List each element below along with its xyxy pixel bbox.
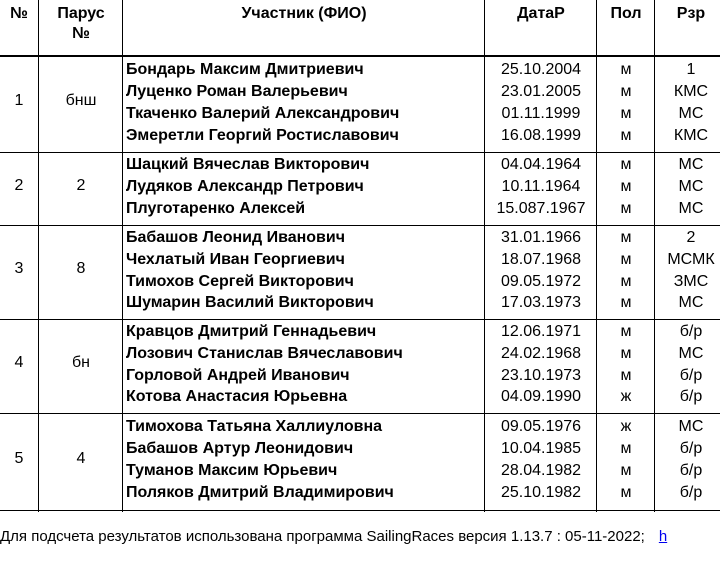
participant-name: Шумарин Василий Викторович xyxy=(126,294,374,311)
rank: МС xyxy=(678,200,704,217)
sex: ж xyxy=(620,388,632,405)
participant-name: Лозович Станислав Вячеславович xyxy=(126,345,403,362)
table-row xyxy=(0,103,720,125)
header-sex: Пол xyxy=(610,5,642,22)
crew-number: 1 xyxy=(14,92,24,109)
table-row xyxy=(0,386,720,408)
rank: МС xyxy=(678,345,704,362)
grid-line xyxy=(0,55,720,57)
table-row xyxy=(0,249,720,271)
participant-name: Тимохова Татьяна Халлиуловна xyxy=(126,418,383,435)
birth-date: 09.05.1976 xyxy=(500,418,582,435)
grid-line xyxy=(0,510,720,511)
sail-number: 4 xyxy=(76,450,86,467)
sex: м xyxy=(620,200,632,217)
participant-name: Бабашов Леонид Иванович xyxy=(126,229,345,246)
sex: м xyxy=(620,61,632,78)
sex: м xyxy=(620,345,632,362)
participant-name: Туманов Максим Юрьевич xyxy=(126,462,338,479)
birth-date: 17.03.1973 xyxy=(500,294,582,311)
table-row xyxy=(0,176,720,198)
participant-name: Поляков Дмитрий Владимирович xyxy=(126,484,394,501)
sex: м xyxy=(620,273,632,290)
birth-date: 25.10.2004 xyxy=(500,61,582,78)
footer-note xyxy=(0,527,667,547)
sex: м xyxy=(620,462,632,479)
participant-name: Бабашов Артур Леонидович xyxy=(126,440,354,457)
sail-number: 8 xyxy=(76,260,86,277)
birth-date: 23.01.2005 xyxy=(500,83,582,100)
sail-number: бн xyxy=(72,354,90,371)
birth-date: 24.02.1968 xyxy=(500,345,582,362)
rank: ЗМС xyxy=(673,273,709,290)
crew-number: 4 xyxy=(14,354,24,371)
birth-date: 10.11.1964 xyxy=(501,178,581,195)
rank: МС xyxy=(678,294,704,311)
sex: м xyxy=(620,229,632,246)
participant-name: Бондарь Максим Дмитриевич xyxy=(126,61,364,78)
participant-name: Шацкий Вячеслав Викторович xyxy=(126,156,370,173)
sex: м xyxy=(620,156,632,173)
birth-date: 23.10.1973 xyxy=(500,367,582,384)
birth-date: 04.09.1990 xyxy=(500,388,582,405)
footer-link[interactable]: h xyxy=(658,528,668,545)
rank: 1 xyxy=(686,61,696,78)
sex: м xyxy=(620,178,632,195)
table-row xyxy=(0,198,720,220)
crew-block-2 xyxy=(0,153,720,225)
participant-name: Луценко Роман Валерьевич xyxy=(126,83,348,100)
sail-number: 2 xyxy=(76,177,86,194)
participant-name: Плуготаренко Алексей xyxy=(126,200,306,217)
table-row xyxy=(0,271,720,293)
crew-block-1 xyxy=(0,58,720,152)
crew-block-5 xyxy=(0,414,720,510)
crew-number: 3 xyxy=(14,260,24,277)
rank: КМС xyxy=(673,127,709,144)
birth-date: 12.06.1971 xyxy=(500,323,582,340)
rank: МС xyxy=(678,105,704,122)
sex: ж xyxy=(620,418,632,435)
table-row xyxy=(0,482,720,504)
rank: б/р xyxy=(679,323,703,340)
table-row xyxy=(0,365,720,387)
participant-name: Чехлатый Иван Георгиевич xyxy=(126,251,345,268)
birth-date: 15.087.1967 xyxy=(496,200,586,217)
sex: м xyxy=(620,367,632,384)
sex: м xyxy=(620,484,632,501)
crew-block-3 xyxy=(0,226,720,319)
birth-date: 04.04.1964 xyxy=(500,156,582,173)
crew-number: 2 xyxy=(14,177,24,194)
sail-number: бнш xyxy=(65,92,97,109)
rank: б/р xyxy=(679,367,703,384)
sex: м xyxy=(620,323,632,340)
sex: м xyxy=(620,251,632,268)
birth-date: 16.08.1999 xyxy=(500,127,582,144)
rank: б/р xyxy=(679,462,703,479)
rank: б/р xyxy=(679,484,703,501)
header-rank: Рзр xyxy=(676,5,706,22)
birth-date: 01.11.1999 xyxy=(501,105,581,122)
participant-name: Горловой Андрей Иванович xyxy=(126,367,350,384)
table-row xyxy=(0,81,720,103)
table-row xyxy=(0,292,720,314)
birth-date: 10.04.1985 xyxy=(500,440,582,457)
participant-name: Эмеретли Георгий Ростиславович xyxy=(126,127,399,144)
sex: м xyxy=(620,440,632,457)
rank: МС xyxy=(678,178,704,195)
sex: м xyxy=(620,83,632,100)
birth-date: 28.04.1982 xyxy=(500,462,582,479)
header-num: № xyxy=(10,5,28,22)
table-row xyxy=(0,227,720,249)
participant-name: Ткаченко Валерий Александрович xyxy=(126,105,400,122)
header-participant: Участник (ФИО) xyxy=(241,5,367,22)
rank: МСМК xyxy=(667,251,715,268)
rank: б/р xyxy=(679,388,703,405)
header-dob: ДатаР xyxy=(517,5,565,22)
participant-name: Котова Анастасия Юрьевна xyxy=(126,388,348,405)
table-row xyxy=(0,438,720,460)
table-row xyxy=(0,59,720,81)
rank: МС xyxy=(678,418,704,435)
crew-number: 5 xyxy=(14,450,24,467)
rank: КМС xyxy=(673,83,709,100)
table-row xyxy=(0,154,720,176)
participant-name: Кравцов Дмитрий Геннадьевич xyxy=(126,323,377,340)
birth-date: 31.01.1966 xyxy=(500,229,582,246)
sex: м xyxy=(620,127,632,144)
participant-name: Лудяков Александр Петрович xyxy=(126,178,364,195)
birth-date: 25.10.1982 xyxy=(500,484,582,501)
table-row xyxy=(0,416,720,438)
header-sail-line1: Парус xyxy=(57,5,105,22)
sex: м xyxy=(620,105,632,122)
table-row xyxy=(0,343,720,365)
participant-name: Тимохов Сергей Викторович xyxy=(126,273,354,290)
rank: б/р xyxy=(679,440,703,457)
rank: 2 xyxy=(686,229,696,246)
table-row xyxy=(0,460,720,482)
table-row xyxy=(0,125,720,147)
birth-date: 09.05.1972 xyxy=(500,273,582,290)
rank: МС xyxy=(678,156,704,173)
table-row xyxy=(0,321,720,343)
crew-block-4 xyxy=(0,320,720,413)
header-sail-line2: № xyxy=(72,25,90,42)
footer-text: Для подсчета результатов использована программа SailingRaces версия 1.13.7 : 05-11-2022; xyxy=(0,528,645,545)
header-sail xyxy=(40,4,122,44)
sex: м xyxy=(620,294,632,311)
birth-date: 18.07.1968 xyxy=(500,251,582,268)
